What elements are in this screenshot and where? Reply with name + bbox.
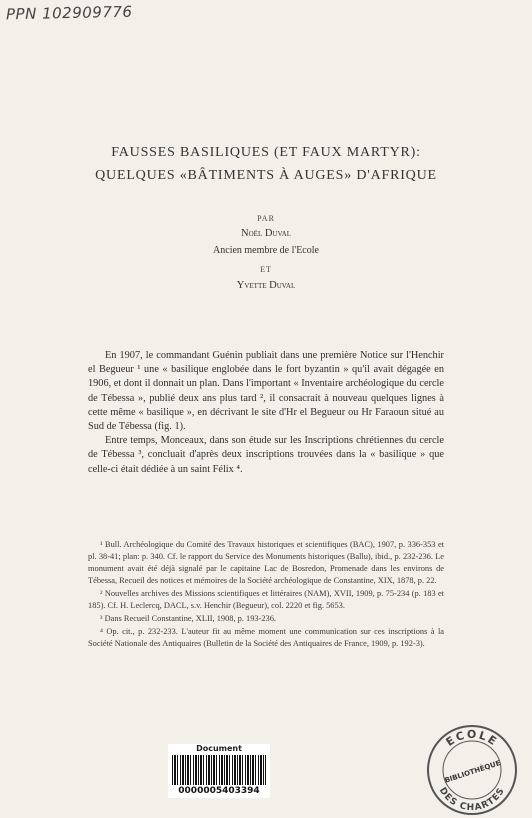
barcode-title: Document bbox=[196, 744, 242, 753]
body-paragraph-2: Entre temps, Monceaux, dans son étude sur les Inscriptions chrétiennes du cercle de Tébessa ³, concluait d'après deux inscriptions trouvées dans la « basilique » que celle-ci était dédiée à un saint Félix ⁴. bbox=[88, 435, 444, 475]
library-stamp bbox=[424, 722, 520, 818]
ppn-handwritten-label: PPN 102909776 bbox=[5, 2, 133, 24]
footnote-4: ⁴ Op. cit., p. 232-233. L'auteur fit au même moment une communication sur ces inscriptions à la Société Nationale des Antiquaires (Bulletin de la Société des Antiquaires de France, 1909, p. 192-3). bbox=[88, 627, 444, 648]
author-2: Yvette Duval bbox=[236, 280, 296, 291]
barcode-icon bbox=[172, 755, 266, 785]
body-paragraph-1: En 1907, le commandant Guénin publiait dans une première Notice sur l'Henchir el Begueur ¹ une « basilique englobée dans le fort byzantin » qu'il avait dégagée en 1906, et dont il donnait un plan. Dans l'important « Inventaire archéologique du cercle de Tébessa », publié deux ans plus tard ², il consacrait à nouveau quelques lignes à cette même « basilique », en décrivant le site d'Hr el Begueur ou Hr Faraoun situé au Sud de Tébessa (fig. 1). bbox=[88, 350, 444, 433]
title-line-1: FAUSSES BASILIQUES (ET FAUX MARTYR): bbox=[111, 145, 421, 160]
footnote-3: ³ Dans Recueil Constantine, XLII, 1908, p. 193-236. bbox=[100, 614, 277, 623]
footnote-2: ² Nouvelles archives des Missions scientifiques et littéraires (NAM), XVII, 1909, p. 75-234 (p. 183 et 185). Cf. H. Leclercq, DACL, s.v. Henchir (Begueur), col. 2220 et fig. 5653. bbox=[88, 589, 444, 610]
barcode-number: 0000005403394 bbox=[178, 786, 260, 796]
stamp-middle-text: BIBLIOTHÈQUE bbox=[443, 759, 502, 785]
stamp-bottom-text: DES CHARTES bbox=[436, 785, 508, 814]
footnotes bbox=[88, 539, 444, 651]
body-text bbox=[88, 349, 444, 477]
footnote-1: ¹ Bull. Archéologique du Comité des Travaux historiques et scientifiques (BAC), 1907, p. 336-353 et pl. 38-41; plan: p. 340. Cf. le rapport du Service des Monuments historiques (Ballu), ibid., p. 232-236. Le monument avait été déjà signalé par le capitaine Lac de Bosredon, Promenade dans les environs de Tébessa, Recueil des notices et mémoires de la Société archéologique de Constantine, XIX, 1878, p. 22. bbox=[88, 540, 444, 585]
stamp-top-text: ECOLE bbox=[443, 727, 501, 749]
byline-et: ET bbox=[260, 265, 272, 274]
author-1-role: Ancien membre de l'Ecole bbox=[213, 245, 319, 256]
title-line-2: QUELQUES «BÂTIMENTS À AUGES» D'AFRIQUE bbox=[95, 168, 437, 183]
author-1: Noël Duval bbox=[241, 228, 291, 239]
barcode-label bbox=[168, 744, 270, 798]
byline-par: PAR bbox=[257, 214, 275, 223]
